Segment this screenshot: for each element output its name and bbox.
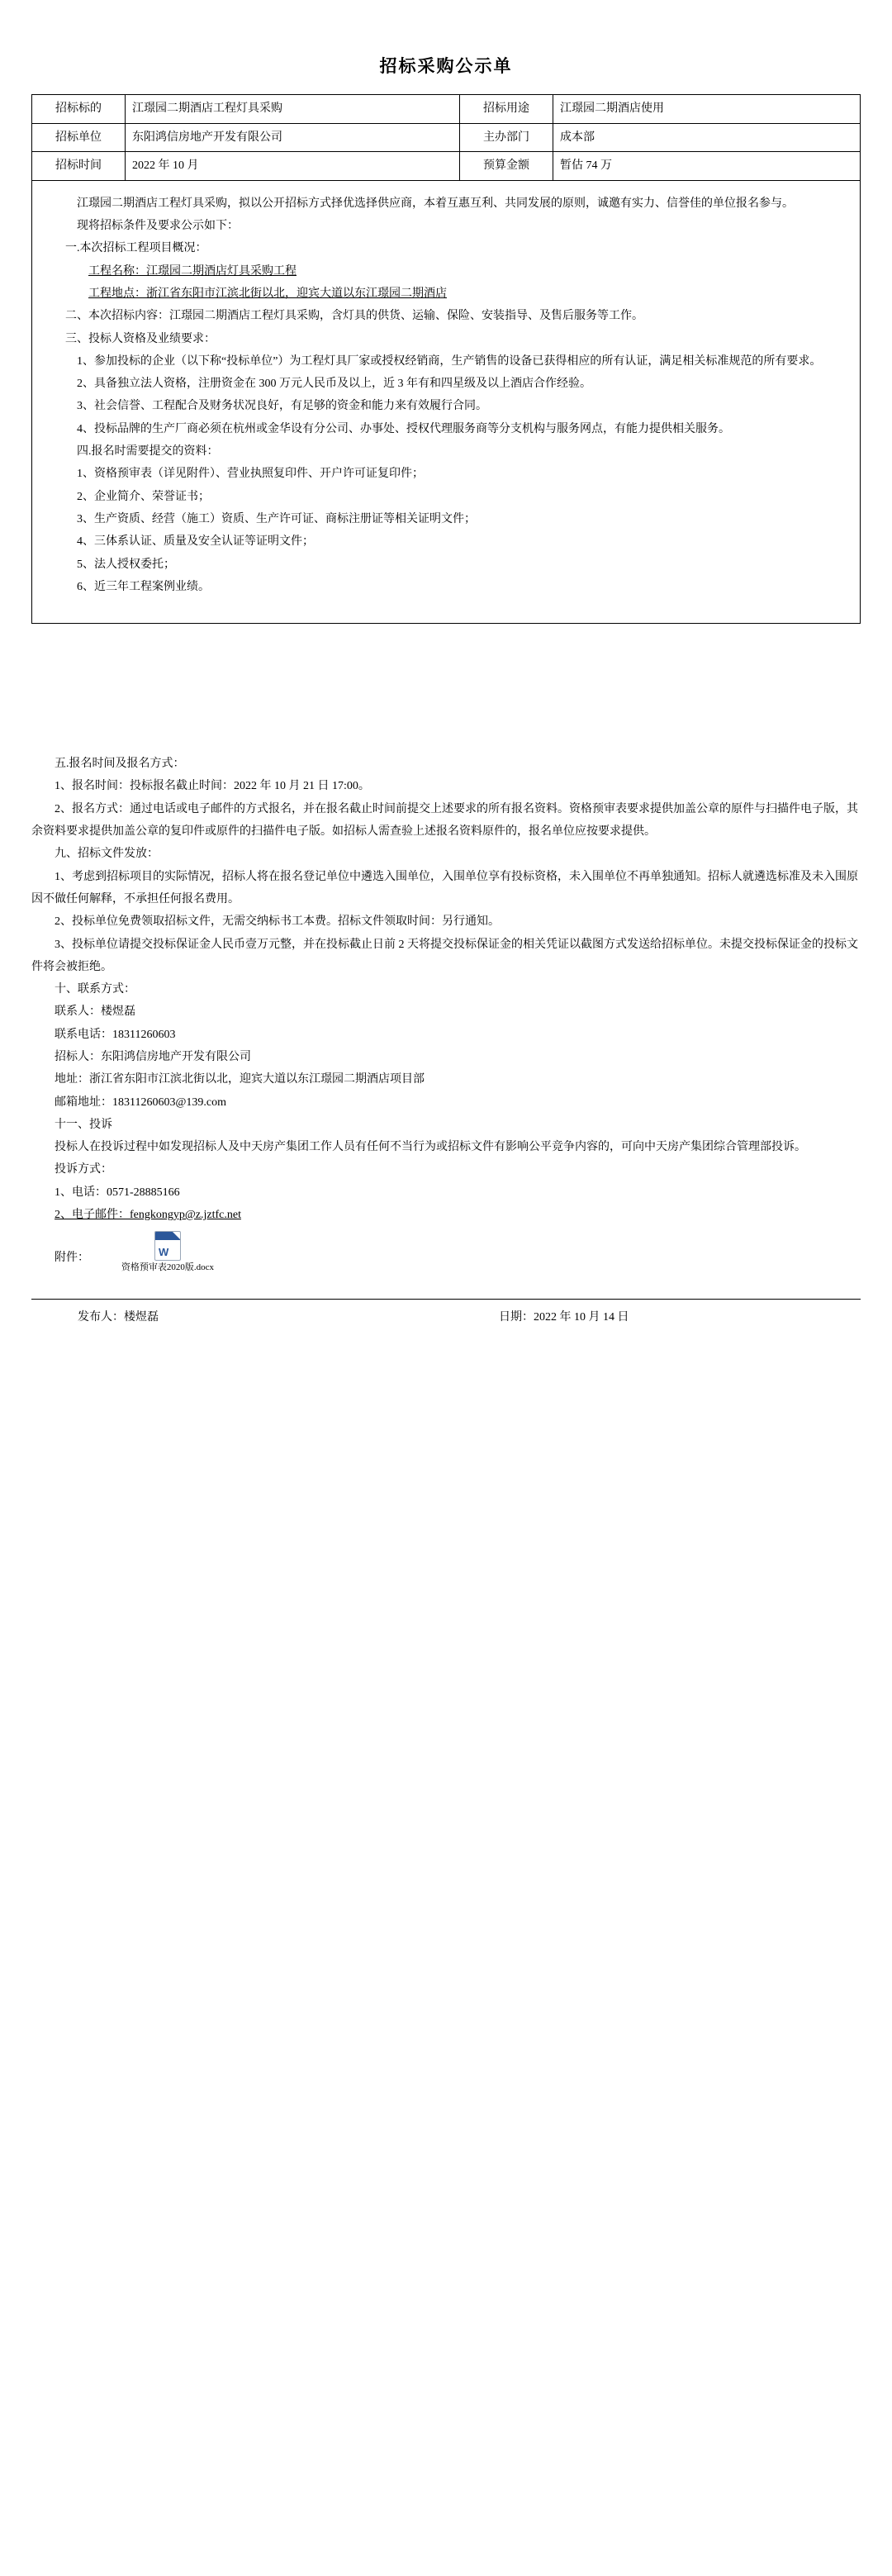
section-10-title: 十、联系方式： — [55, 983, 135, 996]
section-1-project-location: 工程地点：浙江省东阳市江滨北街以北，迎宾大道以东江璟园二期酒店 — [88, 287, 447, 300]
footer-date: 日期：2022 年 10 月 14 日 — [499, 1311, 629, 1324]
page-title: 招标采购公示单 — [379, 57, 513, 76]
section-5-item-1: 1、报名时间：投标报名截止时间：2022 年 10 月 21 日 17:00。 — [55, 780, 370, 793]
complaint-method-title: 投诉方式： — [55, 1163, 112, 1176]
section-4-item-6: 6、近三年工程案例业绩。 — [77, 580, 210, 593]
attachment-filename: 资格预审表2020版.docx — [121, 1262, 215, 1273]
notice-body — [31, 181, 861, 624]
section-4-title: 四.报名时需要提交的资料： — [77, 445, 219, 459]
section-9-title: 九、招标文件发放： — [55, 848, 159, 861]
contact-bidder: 招标人：东阳鸿信房地产开发有限公司 — [55, 1050, 251, 1063]
document-body — [31, 94, 861, 624]
intro-paragraph-2: 现将招标条件及要求公示如下： — [77, 220, 239, 233]
notice-body-continued — [31, 753, 861, 1274]
section-1-title: 一.本次招标工程项目概况： — [65, 242, 207, 255]
section-5-title: 五.报名时间及报名方式： — [55, 758, 185, 771]
intro-paragraph-1: 江璟园二期酒店工程灯具采购，拟以公开招标方式择优选择供应商，本着互惠互利、共同发展的原则，诚邀有实力、信誉佳的单位报名参与。 — [77, 197, 794, 210]
meta-value-bid-time: 2022 年 10 月 — [126, 152, 460, 181]
meta-label-bid-unit: 招标单位 — [32, 123, 126, 152]
attachment-label: 附件： — [55, 1251, 89, 1264]
meta-label-bid-time: 招标时间 — [32, 152, 126, 181]
meta-value-bid-purpose: 江璟园二期酒店使用 — [553, 95, 861, 124]
section-4-item-3: 3、生产资质、经营（施工）资质、生产许可证、商标注册证等相关证明文件； — [77, 512, 476, 525]
section-4-item-2: 2、企业简介、荣誉证书； — [77, 490, 210, 503]
section-9-item-2: 2、投标单位免费领取招标文件，无需交纳标书工本费。招标文件领取时间：另行通知。 — [55, 915, 500, 929]
section-5-item-2: 2、报名方式：通过电话或电子邮件的方式报名，并在报名截止时间前提交上述要求的所有报名资料。资格预审表要求提供加盖公章的原件与扫描件电子版，其余资料要求提供加盖公章的复印件或原件的扫描件电子版。如招标人需查验上述报名资料原件的，报名单位应按要求提供。 — [31, 802, 858, 839]
section-3-item-2: 2、具备独立法人资格，注册资金在 300 万元人民币及以上，近 3 年有和四星级及以上酒店合作经验。 — [77, 378, 591, 391]
section-4-item-1: 1、资格预审表（详见附件）、营业执照复印件、开户许可证复印件； — [77, 468, 424, 481]
attachment-item[interactable] — [97, 1231, 238, 1274]
complaint-phone: 1、电话：0571-28885166 — [55, 1186, 180, 1199]
meta-table — [31, 94, 861, 181]
table-row — [32, 95, 861, 124]
meta-label-department: 主办部门 — [460, 123, 553, 152]
contact-address: 地址：浙江省东阳市江滨北街以北，迎宾大道以东江璟园二期酒店项目部 — [55, 1073, 425, 1086]
section-2-scope: 二、本次招标内容：江璟园二期酒店工程灯具采购，含灯具的供货、运输、保险、安装指导、及售后服务等工作。 — [65, 310, 643, 323]
table-row — [32, 152, 861, 181]
contact-phone: 联系电话：18311260603 — [55, 1028, 176, 1041]
table-row — [32, 123, 861, 152]
contact-email: 邮箱地址：18311260603@139.com — [55, 1096, 226, 1109]
section-11-title: 十一、投诉 — [55, 1118, 112, 1131]
attachment-row — [31, 1231, 861, 1274]
meta-value-bid-subject: 江璟园二期酒店工程灯具采购 — [126, 95, 460, 124]
meta-label-bid-subject: 招标标的 — [32, 95, 126, 124]
complaint-email-text: 2、电子邮件：fengkongyp@z.jztfc.net — [55, 1209, 241, 1222]
section-9-item-1: 1、考虑到招标项目的实际情况，招标人将在报名登记单位中遴选入围单位，入围单位享有投标资格，未入围单位不再单独通知。招标人就遴选标准及未入围原因不做任何解释，不承担任何报名费用。 — [31, 870, 858, 905]
meta-label-bid-purpose: 招标用途 — [460, 95, 553, 124]
section-4-item-4: 4、三体系认证、质量及安全认证等证明文件； — [77, 535, 314, 549]
section-3-item-1: 1、参加投标的企业（以下称“投标单位”）为工程灯具厂家或授权经销商，生产销售的设备已获得相应的所有认证，满足相关标准规范的所有要求。 — [77, 354, 822, 368]
contact-person: 联系人：楼煜磊 — [55, 1005, 135, 1019]
section-3-title: 三、投标人资格及业绩要求： — [65, 332, 216, 345]
meta-value-budget: 暂估 74 万 — [553, 152, 861, 181]
meta-value-bid-unit: 东阳鸿信房地产开发有限公司 — [126, 123, 460, 152]
section-1-project-name: 工程名称：江璟园二期酒店灯具采购工程 — [88, 264, 297, 278]
document-page — [0, 53, 892, 1329]
footer-publisher: 发布人：楼煜磊 — [78, 1311, 159, 1324]
section-11-item-1: 投标人在投诉过程中如发现招标人及中天房产集团工作人员有任何不当行为或招标文件有影响公平竞争内容的，可向中天房产集团综合管理部投诉。 — [55, 1141, 806, 1154]
word-document-icon[interactable]: W — [154, 1231, 181, 1261]
section-4-item-5: 5、法人授权委托； — [77, 558, 175, 571]
section-3-item-3: 3、社会信誉、工程配合及财务状况良好，有足够的资金和能力来有效履行合同。 — [77, 400, 487, 413]
meta-value-department: 成本部 — [553, 123, 861, 152]
meta-label-budget: 预算金额 — [460, 152, 553, 181]
document-footer — [31, 1299, 861, 1329]
section-3-item-4: 4、投标品牌的生产厂商必须在杭州或金华设有分公司、办事处、授权代理服务商等分支机构与服务网点，有能力提供相关服务。 — [77, 422, 730, 435]
page-break-gap — [0, 624, 892, 753]
complaint-email — [31, 1204, 861, 1226]
section-9-item-3: 3、投标单位请提交投标保证金人民币壹万元整，并在投标截止日前 2 天将提交投标保证金的相关凭证以截图方式发送给招标单位。未提交投标保证金的投标文件将会被拒绝。 — [31, 938, 858, 973]
